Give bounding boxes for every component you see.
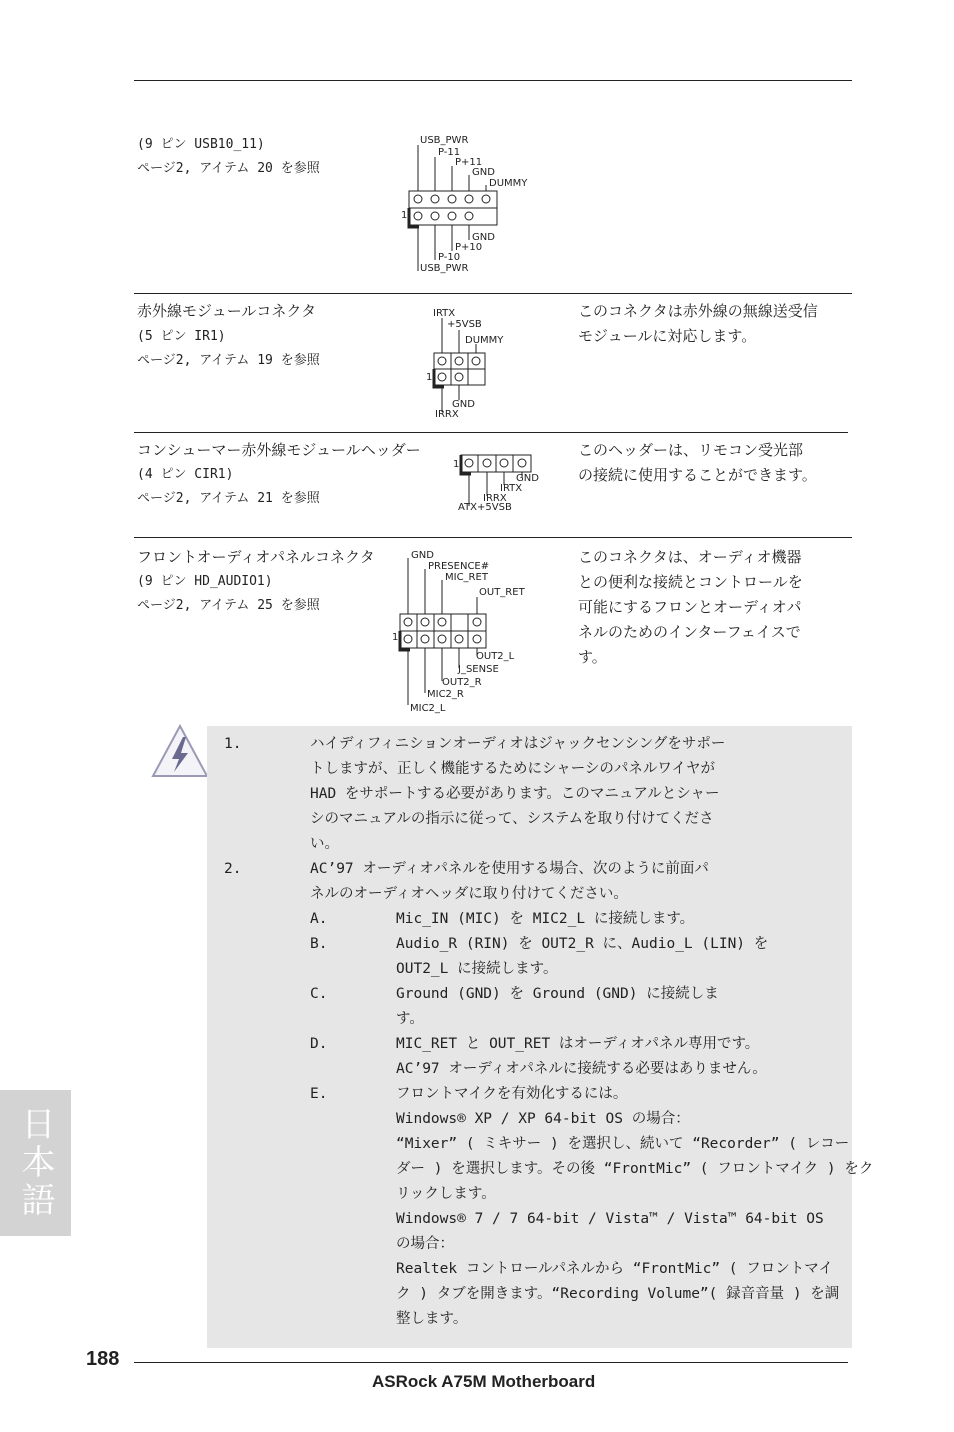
note-d-line: AC’97 オーディオパネルに接続する必要はありません。: [396, 1061, 767, 1077]
usb-label-gnd-top: GND: [472, 167, 495, 178]
ir-pins: (5 ピン IR1): [137, 329, 226, 344]
note-1-number: 1.: [224, 736, 242, 752]
audio-pin1-marker: 1: [392, 632, 399, 643]
audio-label-mic-ret: MIC_RET: [445, 572, 488, 583]
audio-label-out2-l: OUT2_L: [476, 651, 515, 662]
note-d-letter: D.: [310, 1036, 328, 1052]
note-e-line: Windows® XP / XP 64-bit OS の場合：: [396, 1111, 690, 1127]
audio-label-out-ret: OUT_RET: [479, 587, 525, 598]
note-e-line: Realtek コントロールパネルから “FrontMic” ( フロントマイ: [396, 1261, 833, 1277]
note-e-line: 整します。: [396, 1311, 468, 1327]
note-e-line: “Mixer” ( ミキサー ) を選択し、続いて “Recorder” ( レコー: [396, 1136, 850, 1152]
cir-desc-line: このヘッダーは、リモコン受光部: [578, 441, 804, 459]
cir-label-irtx: IRTX: [500, 483, 523, 494]
note-c-letter: C.: [310, 986, 328, 1002]
note-1-line: トしますが、正しく機能するためにシャーシのパネルワイヤが: [310, 761, 715, 777]
cir-label-atx5vsb: ATX+5VSB: [458, 502, 512, 513]
footer-rule: [134, 1362, 848, 1363]
note-1-line: シのマニュアルの指示に従って、システムを取り付けてくださ: [310, 811, 714, 827]
note-b-letter: B.: [310, 936, 328, 952]
usb-label-dummy: DUMMY: [489, 178, 528, 189]
cir-label-gnd: GND: [516, 473, 539, 484]
usb-label-usb-pwr-top: USB_PWR: [420, 135, 469, 146]
note-c-line: す。: [396, 1011, 424, 1027]
audio-desc-line: 可能にするフロンとオーディオパ: [578, 598, 802, 616]
audio-desc-line: このコネクタは、オーディオ機器: [578, 548, 802, 566]
usb-label-p-10: P-10: [438, 252, 461, 263]
note-a-letter: A.: [310, 911, 328, 927]
usb-ref: ページ2, アイテム 20 を参照: [137, 161, 320, 176]
cir-desc-line: の接続に使用することができます。: [578, 466, 817, 484]
usb-label-p+10: P+10: [455, 242, 483, 253]
note-e-line: ク ) タブを開きます。“Recording Volume”( 録音音量 ) を調: [396, 1286, 840, 1302]
language-tab: [0, 1090, 71, 1236]
note-e-line: の場合：: [396, 1236, 454, 1252]
note-b-line: OUT2_L に接続します。: [396, 961, 558, 977]
audio-label-j-sense: J_SENSE: [458, 664, 499, 675]
ir-label-irrx: IRRX: [435, 409, 459, 420]
ir-label-5vsb: +5VSB: [447, 319, 482, 330]
note-e-line: Windows® 7 / 7 64-bit / Vista™ / Vista™ 64-bit OS: [396, 1211, 824, 1227]
note-c-line: Ground (GND) を Ground (GND) に接続しま: [396, 986, 719, 1002]
audio-desc-line: ネルのためのインターフェイスで: [578, 623, 801, 641]
usb-label-gnd-bottom: GND: [472, 232, 495, 243]
ir-pin1-marker: 1: [426, 372, 433, 383]
ir-ref: ページ2, アイテム 19 を参照: [137, 353, 320, 368]
ir-title: 赤外線モジュールコネクタ: [137, 302, 317, 320]
note-e-line: リックします。: [396, 1186, 496, 1202]
note-2-line: ネルのオーディオヘッダに取り付けてください。: [310, 886, 628, 902]
usb-label-usb-pwr-bottom: USB_PWR: [420, 263, 469, 274]
note-1-line: HAD をサポートする必要があります。このマニュアルとシャー: [310, 786, 720, 802]
usb-label-p+11: P+11: [455, 157, 483, 168]
usb-label-p-11: P-11: [438, 147, 461, 158]
note-e-line: ダー ) を選択します。その後 “FrontMic” ( フロントマイク ) をク: [396, 1161, 874, 1177]
note-e-letter: E.: [310, 1086, 328, 1102]
cir-ref: ページ2, アイテム 21 を参照: [137, 491, 320, 506]
warning-icon: [150, 723, 210, 779]
cir-title: コンシューマー赤外線モジュールヘッダー: [137, 441, 421, 459]
ir-label-dummy: DUMMY: [465, 335, 504, 346]
ir-label-gnd: GND: [452, 399, 475, 410]
audio-label-mic2-r: MIC2_R: [427, 689, 464, 700]
note-d-line: MIC_RET と OUT_RET はオーディオパネル専用です。: [396, 1036, 760, 1052]
audio-title: フロントオーディオパネルコネクタ: [137, 548, 375, 566]
usb-pin1-marker: 1: [401, 210, 408, 221]
usb-pins: (9 ピン USB10_11): [137, 137, 265, 152]
cir-pins: (4 ピン CIR1): [137, 467, 234, 482]
language-tab-label: 日本語: [15, 1106, 55, 1220]
audio-label-out2-r: OUT2_R: [442, 677, 482, 688]
note-a-text: Mic_IN (MIC) を MIC2_L に接続します。: [396, 911, 695, 927]
note-2-line: AC’97 オーディオパネルを使用する場合、次のように前面パ: [310, 861, 709, 877]
note-box: [207, 726, 874, 1348]
note-1-line: い。: [310, 836, 339, 852]
page-number: 188: [86, 1348, 120, 1370]
cir-pin1-marker: 1: [453, 459, 460, 470]
ir-label-irtx: IRTX: [433, 308, 456, 319]
audio-label-gnd: GND: [411, 550, 434, 561]
note-2-number: 2.: [224, 861, 242, 877]
cir-label-irrx: IRRX: [483, 493, 507, 504]
audio-label-presence: PRESENCE#: [428, 561, 490, 572]
audio-desc-line: との便利な接続とコントロールを: [578, 573, 803, 591]
footer-title: ASRock A75M Motherboard: [372, 1372, 596, 1391]
audio-ref: ページ2, アイテム 25 を参照: [137, 598, 320, 613]
audio-label-mic2-l: MIC2_L: [410, 703, 446, 714]
ir-desc-line: モジュールに対応します。: [578, 327, 757, 345]
audio-pins: (9 ピン HD_AUDIO1): [137, 574, 273, 589]
note-b-line: Audio_R (RIN) を OUT2_R に、Audio_L (LIN) を: [396, 936, 769, 952]
ir-desc-line: このコネクタは赤外線の無線送受信: [578, 302, 818, 320]
audio-desc-line: す。: [578, 648, 607, 666]
note-1-line: ハイディフィニションオーディオはジャックセンシングをサポー: [310, 736, 726, 752]
note-e-line: フロントマイクを有効化するには。: [396, 1086, 628, 1102]
